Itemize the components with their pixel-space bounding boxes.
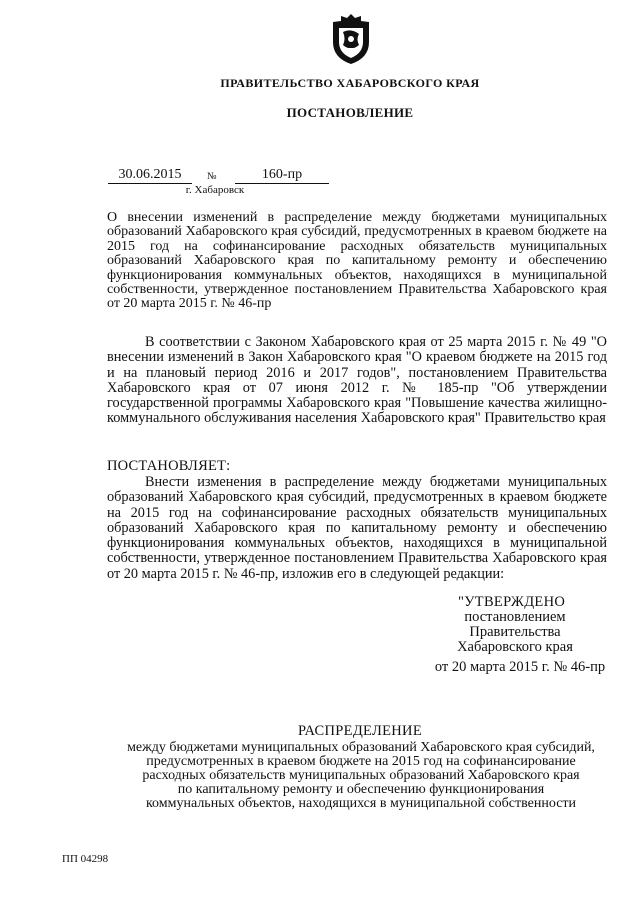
document-type: ПОСТАНОВЛЕНИЕ xyxy=(286,105,414,120)
number-sign: № xyxy=(207,171,217,182)
document-city: г. Хабаровск xyxy=(185,184,245,196)
document-code: ПП 04298 xyxy=(62,853,109,865)
document-number: 160-пр xyxy=(235,167,329,184)
distribution-title: РАСПРЕДЕЛЕНИЕ xyxy=(298,723,422,739)
document-subject: О внесении изменений в распределение между бюджетами муниципальных образований Хабаровского края субсидий, предусмотренных в краевом бюджете на 2015 год на софинансирование расходных обязательств муниципальных образований Хабаровского края по капитальному ремонту и обеспечению функционирования коммунальных объектов, находящихся в муниципальной собственности, утвержденное постановлением Правительства Хабаровского края от 20 марта 2015 г. № 46-пр xyxy=(107,210,607,312)
approved-date-label: от 20 марта 2015 г. № 46-пр xyxy=(434,659,606,675)
approved-label: "УТВЕРЖДЕНО xyxy=(458,594,566,610)
approved-region-label: Хабаровского края xyxy=(457,639,573,655)
distribution-subtitle-line: между бюджетами муниципальных образований Хабаровского края субсидий, xyxy=(127,740,595,755)
coat-of-arms-icon xyxy=(329,12,373,66)
approved-by-label: постановлением xyxy=(464,609,566,625)
document-date: 30.06.2015 xyxy=(108,167,192,184)
distribution-subtitle xyxy=(105,741,617,811)
resolve-heading: ПОСТАНОВЛЯЕТ: xyxy=(107,458,231,474)
amendment-paragraph: Внести изменения в распределение между бюджетами муниципальных образований Хабаровского края субсидий, предусмотренных в краевом бюджете на 2015 год на софинансирование расходных обязательств муниципальных образований Хабаровского края по капитальному ремонту и обеспечению функционирования коммунальных объектов, находящихся в муниципальной собственности, утвержденное постановлением Правительства Хабаровского края от 20 марта 2015 г. № 46-пр, изложив его в следующей редакции: xyxy=(107,474,607,582)
distribution-subtitle-line: по капитальному ремонту и обеспечению функционирования xyxy=(177,782,545,797)
approval-stamp xyxy=(420,595,610,675)
distribution-subtitle-line: коммунальных объектов, находящихся в муниципальной собственности xyxy=(145,796,577,811)
distribution-subtitle-line: предусмотренных в краевом бюджете на 2015 год на софинансирование xyxy=(146,754,576,769)
distribution-subtitle-line: расходных обязательств муниципальных образований Хабаровского края xyxy=(142,768,580,783)
legal-basis-paragraph: В соответствии с Законом Хабаровского края от 25 марта 2015 г. № 49 "О внесении изменений в Закон Хабаровского края "О краевом бюджете на 2015 год и на плановый период 2016 и 2017 годов", постановлением Правительства Хабаровского края от 07 июня 2012 г. № 185-пр "Об утверждении государственной программы Хабаровского края "Повышение качества жилищно-коммунального обслуживания населения Хабаровского края" Правительство края xyxy=(107,334,607,427)
approved-government-label: Правительства xyxy=(469,624,561,640)
organization-name: ПРАВИТЕЛЬСТВО ХАБАРОВСКОГО КРАЯ xyxy=(220,76,480,90)
